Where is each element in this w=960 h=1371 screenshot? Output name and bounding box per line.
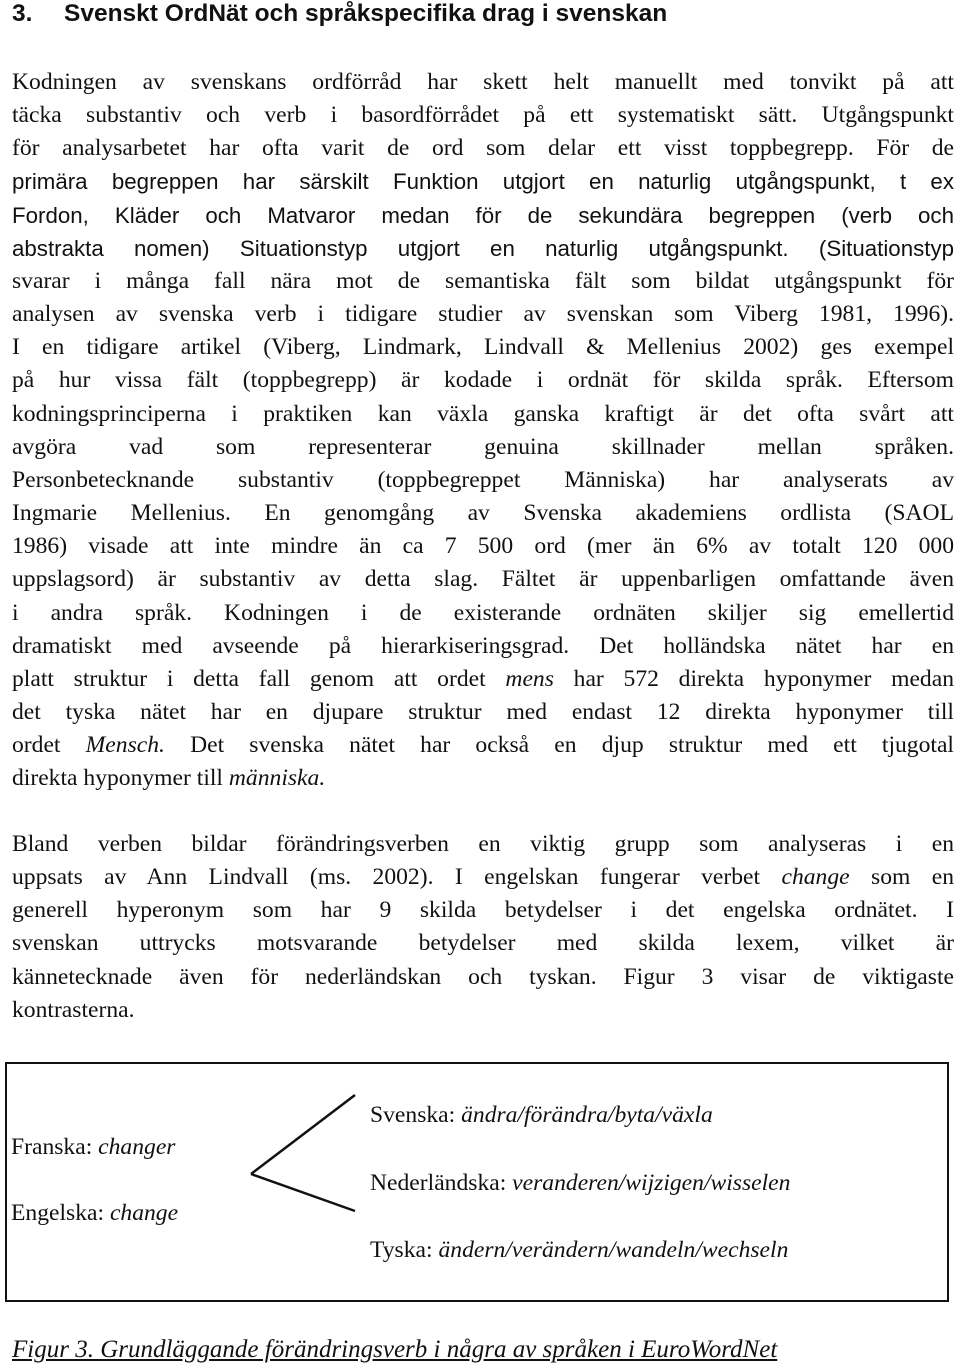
german-entry xyxy=(370,1237,788,1264)
text-line: på hur vissa fält (toppbegrepp) är kodade i ordnät för skilda språk. Eftersom xyxy=(12,367,954,394)
paragraph-1 xyxy=(12,66,954,795)
italic-term: människa. xyxy=(228,765,326,792)
section-title: Svenskt OrdNät och språkspecifika drag i svenskan xyxy=(64,0,668,27)
text-line: täcka substantiv och verb i basordförrådet på ett systematiskt sätt. Utgångspunkt xyxy=(12,102,954,129)
german-words: ändern/verändern/wandeln/wechseln xyxy=(438,1237,789,1263)
text-run: uppsats av Ann Lindvall (ms. 2002). I engelskan fungerar verbet xyxy=(12,864,782,891)
text-line: Bland verben bildar förändringsverben en viktig grupp som analyseras i en xyxy=(12,831,954,857)
dutch-label: Nederländska: xyxy=(370,1170,513,1196)
text-line: abstrakta nomen) Situationstyp utgjort en naturlig utgångspunkt. (Situationstyp xyxy=(12,235,954,261)
section-heading xyxy=(12,0,667,28)
text-line: Fordon, Kläder och Matvaror medan för de sekundära begreppen (verb och xyxy=(12,202,954,228)
french-word: changer xyxy=(98,1134,176,1160)
german-label: Tyska: xyxy=(370,1237,439,1263)
english-label: Engelska: xyxy=(11,1200,110,1226)
section-number: 3. xyxy=(12,0,33,27)
text-run: som en xyxy=(849,864,954,891)
french-entry xyxy=(11,1134,175,1161)
text-line: kodningsprinciperna i praktiken kan växla ganska kraftigt är det ofta svårt att xyxy=(12,400,954,427)
text-line: kännetecknade även för nederländskan och tyskan. Figur 3 visar de viktigaste xyxy=(12,963,954,990)
text-line: det tyska nätet har en djupare struktur med endast 12 direkta hyponymer till xyxy=(12,698,954,725)
text-line: generell hyperonym som har 9 skilda betydelser i det engelska ordnätet. I xyxy=(12,897,954,924)
text-line xyxy=(12,762,954,795)
text-line: svarar i många fall nära mot de semantiska fält som bildat utgångspunkt för xyxy=(12,267,954,294)
text-run: har 572 direkta hyponymer medan xyxy=(553,665,954,692)
text-line: I en tidigare artikel (Viberg, Lindmark, Lindvall & Mellenius 2002) ges exempel xyxy=(12,334,954,361)
text-line xyxy=(12,729,954,762)
swedish-entry xyxy=(370,1102,713,1129)
text-line: för analysarbetet har ofta varit de ord som delar ett visst toppbegrepp. För de xyxy=(12,135,954,162)
dutch-words: veranderen/wijzigen/wisselen xyxy=(512,1170,791,1196)
swedish-label: Svenska: xyxy=(370,1102,462,1128)
branch-lower-line xyxy=(251,1174,355,1211)
dutch-entry xyxy=(370,1170,790,1197)
text-line: avgöra vad som representerar genuina skillnader mellan språken. xyxy=(12,433,954,460)
paragraph-2 xyxy=(12,828,954,1027)
english-word: change xyxy=(109,1200,179,1226)
branching-lines-icon xyxy=(245,1093,365,1213)
text-run: direkta hyponymer till xyxy=(12,765,229,792)
text-line: dramatiskt med avseende på hierarkiseringsgrad. Det holländska nätet har en xyxy=(12,632,954,659)
text-run: platt struktur i detta fall genom att ordet xyxy=(12,665,506,692)
italic-term: mens xyxy=(505,665,554,692)
text-line: Ingmarie Mellenius. En genomgång av Svenska akademiens ordlista (SAOL xyxy=(12,500,954,527)
branch-upper-line xyxy=(251,1095,355,1174)
text-line: uppslagsord) är substantiv av detta slag. Fältet är uppenbarligen omfattande även xyxy=(12,566,954,593)
italic-term: change xyxy=(781,864,850,891)
text-line: analysen av svenska verb i tidigare studier av svenskan som Viberg 1981, 1996). xyxy=(12,301,954,328)
figure-caption: Figur 3. Grundläggande förändringsverb i några av språken i EuroWordNet xyxy=(12,1336,778,1363)
text-line: primära begreppen har särskilt Funktion utgjort en naturlig utgångspunkt, t ex xyxy=(12,169,954,195)
text-run: ordet xyxy=(12,732,86,759)
english-entry xyxy=(11,1200,178,1227)
text-line: 1986) visade att inte mindre än ca 7 500 ord (mer än 6% av totalt 120 000 xyxy=(12,533,954,560)
text-line: Personbetecknande substantiv (toppbegreppet Människa) har analyserats av xyxy=(12,466,954,493)
text-line xyxy=(12,861,954,894)
text-line: i andra språk. Kodningen i de existerande ordnäten skiljer sig emellertid xyxy=(12,599,954,626)
text-line xyxy=(12,663,954,696)
text-run: Det svenska nätet har också en djup struktur med ett tjugotal xyxy=(164,732,954,759)
italic-term: Mensch. xyxy=(85,732,165,759)
french-label: Franska: xyxy=(11,1134,99,1160)
swedish-words: ändra/förändra/byta/växla xyxy=(461,1102,713,1128)
text-line: kontrasterna. xyxy=(12,996,135,1023)
figure-3-box xyxy=(5,1062,949,1302)
text-line: Kodningen av svenskans ordförråd har skett helt manuellt med tonvikt på att xyxy=(12,69,954,95)
text-line: svenskan uttrycks motsvarande betydelser med skilda lexem, vilket är xyxy=(12,930,954,957)
